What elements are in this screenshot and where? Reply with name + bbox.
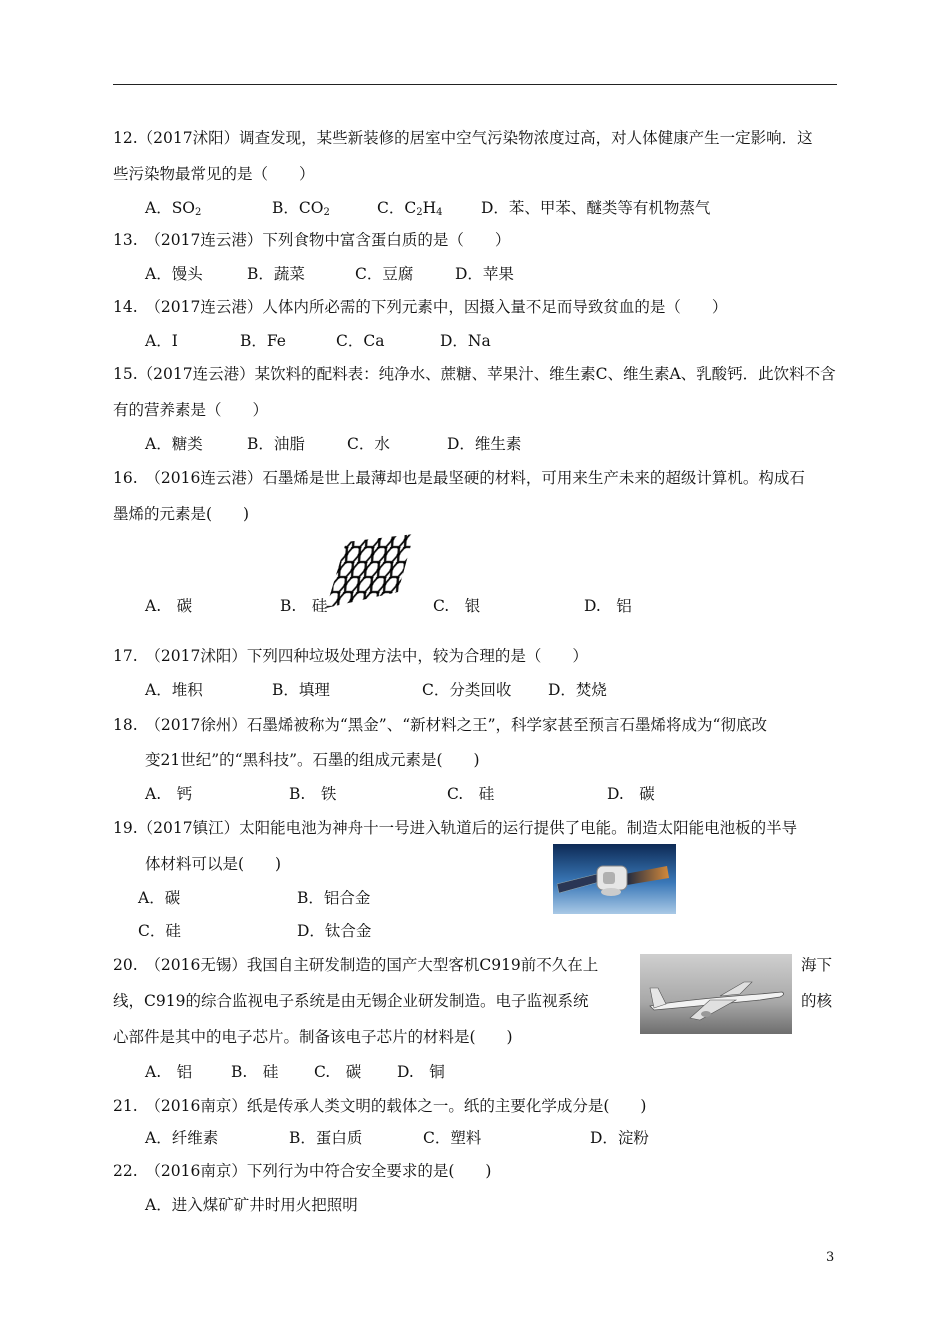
q13-option-d: D．苹果 [455,265,514,283]
q16-option-b: B. 硅 [280,597,328,615]
q21-option-a: A．纤维素 [145,1129,219,1147]
q12-option-c: C．$C_2H_4$ [377,199,443,218]
q19-line1: 19.（2017镇江）太阳能电池为神舟十一号进入轨道后的运行提供了电能。制造太阳能电池板的半导 [113,819,798,837]
q17-option-a: A．堆积 [145,681,203,699]
q18-option-a: A. 钙 [145,785,193,803]
q14-option-c: C．Ca [336,332,385,350]
q15-option-a: A．糖类 [145,435,203,453]
q16-option-d: D. 铝 [584,597,632,615]
q16-line2: 墨烯的元素是( ) [113,505,250,523]
q13-option-c: C．豆腐 [355,265,414,283]
q15-option-d: D．维生素 [447,435,522,453]
q15-option-b: B．油脂 [247,435,305,453]
q15-option-c: C．水 [347,435,390,453]
q20-line2b: 的核 [801,992,833,1010]
q14-option-b: B．Fe [240,332,286,350]
q18-line2: 变21世纪”的“黑科技”。石墨的组成元素是( ) [145,751,480,769]
q22-option-a: A．进入煤矿矿井时用火把照明 [145,1196,358,1214]
q19-option-b: B．铝合金 [297,889,371,907]
q13-option-a: A．馒头 [145,265,203,283]
q12-line2: 些污染物最常见的是（ ） [113,165,315,183]
q16-option-a: A. 碳 [145,597,193,615]
q20-line1b: 海下 [801,956,833,974]
q12-option-b: B．$CO_2$ [272,199,330,218]
q13-line1: 13. （2017连云港）下列食物中富含蛋白质的是（ ） [113,231,511,249]
q17-option-c: C．分类回收 [422,681,512,699]
q20-line3: 心部件是其中的电子芯片。制备该电子芯片的材料是( ) [113,1028,513,1046]
q18-option-b: B. 铁 [289,785,337,803]
q17-line1: 17. （2017沭阳）下列四种垃圾处理方法中，较为合理的是（ ） [113,647,588,665]
spacecraft-image [553,844,676,914]
q15-line2: 有的营养素是（ ） [113,401,269,419]
q19-option-c: C．硅 [138,922,181,940]
q21-line1: 21. （2016南京）纸是传承人类文明的载体之一。纸的主要化学成分是( ) [113,1097,647,1115]
q20-option-d: D. 铜 [397,1063,445,1081]
q17-option-b: B．填理 [272,681,330,699]
q13-option-b: B．蔬菜 [247,265,305,283]
q17-option-d: D．焚烧 [548,681,607,699]
q15-line1: 15.（2017连云港）某饮料的配料表：纯净水、蔗糖、苹果汁、维生素C、维生素A、乳酸钙．此饮料不含 [113,365,836,383]
q21-option-b: B．蛋白质 [289,1129,363,1147]
q22-line1: 22. （2016南京）下列行为中符合安全要求的是( ) [113,1162,492,1180]
airplane-image [640,954,792,1034]
q12-option-d: D．苯、甲苯、醚类等有机物蒸气 [481,199,711,217]
q18-option-d: D. 碳 [607,785,655,803]
q18-option-c: C. 硅 [447,785,495,803]
q20-line1a: 20. （2016无锡）我国自主研发制造的国产大型客机C919前不久在上 [113,956,599,974]
q18-line1: 18. （2017徐州）石墨烯被称为“黑金”、“新材料之王”，科学家甚至预言石墨烯将成为“彻底改 [113,716,767,734]
q14-option-a: A．I [145,332,178,350]
q19-option-a: A．碳 [138,889,181,907]
q12-line1: 12.（2017沭阳）调查发现，某些新装修的居室中空气污染物浓度过高，对人体健康产生一定影响．这 [113,129,813,147]
q12-option-a: A．$SO_2$ [145,199,202,218]
q19-line2: 体材料可以是( ) [145,855,282,873]
header-rule [113,84,837,85]
page-number: 3 [826,1250,835,1265]
q16-option-c: C. 银 [433,597,481,615]
q21-option-c: C．塑料 [423,1129,482,1147]
q20-option-c: C. 碳 [314,1063,362,1081]
q14-option-d: D．Na [440,332,491,350]
q20-line2a: 线，C919的综合监视电子系统是由无锡企业研发制造。电子监视系统 [113,992,589,1010]
q16-line1: 16. （2016连云港）石墨烯是世上最薄却也是最坚硬的材料，可用来生产未来的超级计算机。构成石 [113,469,805,487]
graphene-lattice-image [318,532,418,612]
q19-option-d: D．钛合金 [297,922,372,940]
q20-option-b: B. 硅 [231,1063,279,1081]
q21-option-d: D．淀粉 [590,1129,649,1147]
q20-option-a: A. 铝 [145,1063,193,1081]
q14-line1: 14. （2017连云港）人体内所必需的下列元素中，因摄入量不足而导致贫血的是（ ） [113,298,728,316]
